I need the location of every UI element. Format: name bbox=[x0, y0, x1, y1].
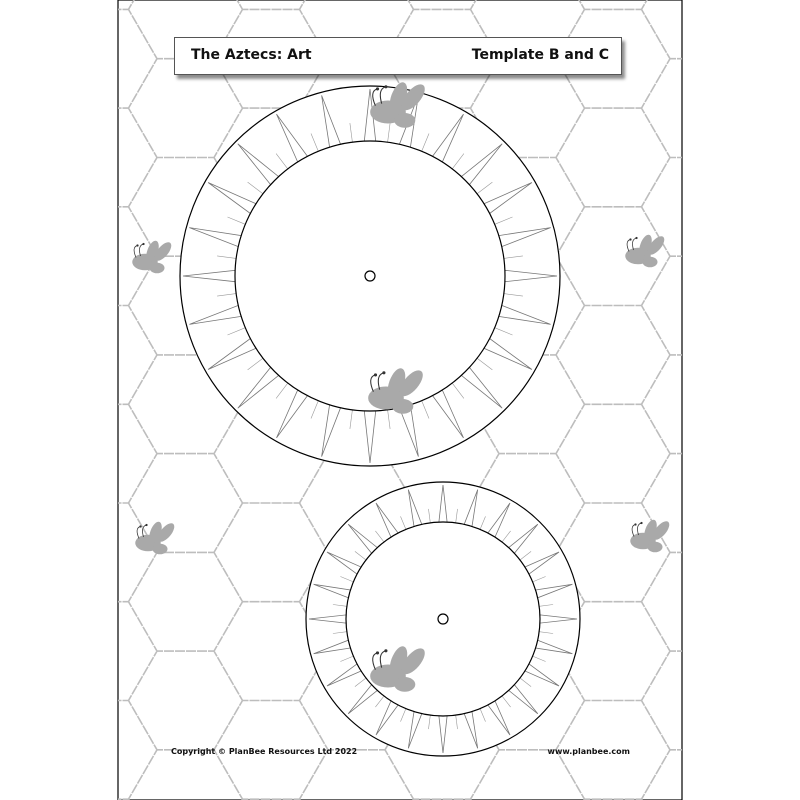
page-title: The Aztecs: Art bbox=[191, 47, 312, 63]
template-c-wheel bbox=[306, 482, 580, 756]
copyright-text: Copyright © PlanBee Resources Ltd 2022 bbox=[171, 747, 358, 756]
template-c-centre-hole bbox=[438, 614, 448, 624]
template-label: Template B and C bbox=[471, 47, 609, 63]
template-b-wheel bbox=[180, 86, 560, 466]
template-b-centre-hole bbox=[365, 271, 375, 281]
header-banner bbox=[174, 37, 622, 75]
website-link: www.planbee.com bbox=[547, 747, 630, 756]
